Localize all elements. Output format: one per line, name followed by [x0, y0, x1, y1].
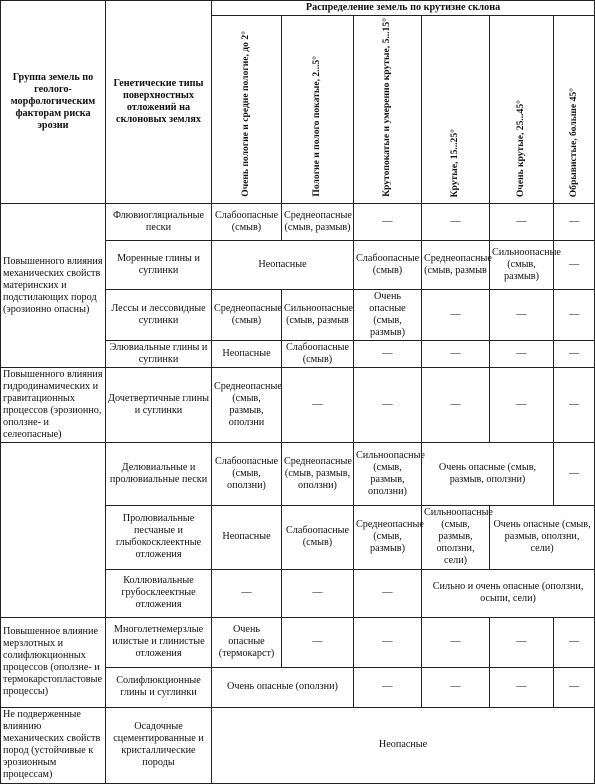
table-row — [1, 707, 595, 783]
group-cell: Повышенного влияния механических свойств материнских и подстилающих пород (эрозионно опасны) — [1, 203, 106, 367]
risk-cell: — — [282, 368, 354, 443]
risk-cell: Слабоопасные (смыв, оползни) — [212, 443, 282, 506]
risk-cell: Сильно и очень опасные (оползни, осыпи, сели) — [422, 569, 595, 617]
risk-cell: Сильноопасные (смыв, размыв, оползни) — [354, 443, 422, 506]
risk-cell: — — [422, 341, 490, 368]
slope-header-5: Очень крутые, 25...45° — [490, 16, 554, 204]
risk-cell: — — [554, 368, 595, 443]
soil-type-cell: Делювиальные и пролювиальные пески — [106, 443, 212, 506]
table-row — [1, 203, 595, 240]
risk-cell: Среднеопасные (смыв, размыв, оползни — [212, 368, 282, 443]
risk-cell: — — [554, 240, 595, 289]
risk-cell: — — [354, 203, 422, 240]
risk-cell: Среднеопасные (смыв, размыв) — [354, 506, 422, 569]
risk-cell: — — [490, 368, 554, 443]
risk-cell: Очень опасные (смыв, размыв) — [354, 289, 422, 340]
risk-cell: — — [282, 617, 354, 667]
risk-cell: Неопасные — [212, 506, 282, 569]
group-column-header: Группа земель по геолого-морфологическим факторам риска эрозии — [1, 1, 106, 204]
risk-cell: Среднеопасные (смыв, размыв) — [282, 203, 354, 240]
risk-cell: — — [554, 341, 595, 368]
risk-cell: Очень опасные (смыв, размыв, оползни, сели) — [490, 506, 595, 569]
slope-header-1: Очень пологие и средне пологие, до 2° — [212, 16, 282, 204]
risk-cell: Среднеопасные (смыв, размыв — [422, 240, 490, 289]
risk-cell: — — [490, 203, 554, 240]
risk-cell: — — [422, 203, 490, 240]
risk-cell: Очень опасные (оползни) — [212, 667, 354, 707]
risk-cell: — — [422, 617, 490, 667]
slope-header-6: Обрывистые, больше 45° — [554, 16, 595, 204]
soil-type-cell: Пролювиальные песчаные и глыбокосклеектные отложения — [106, 506, 212, 569]
slope-header-3: Крутопокатые и умеренно крутые, 5...15° — [354, 16, 422, 204]
soil-type-cell: Многолетнемерзлые илистые и глинистые отложения — [106, 617, 212, 667]
risk-cell: Очень опасные (термокарст) — [212, 617, 282, 667]
risk-cell: — — [490, 617, 554, 667]
risk-cell: — — [554, 203, 595, 240]
risk-cell: — — [490, 667, 554, 707]
group-cell: Повышенного влияния гидродинамических и гравитационных процессов (эрозионно, оползне- и селеопасные) — [1, 368, 106, 443]
risk-cell: — — [354, 569, 422, 617]
slope-header-4: Крутые, 15...25° — [422, 16, 490, 204]
risk-cell: — — [554, 289, 595, 340]
risk-cell: — — [490, 289, 554, 340]
soil-type-cell: Элювиальные глины и суглинки — [106, 341, 212, 368]
soil-type-cell: Осадочные сцементированные и кристаллические породы — [106, 707, 212, 783]
table-row — [1, 617, 595, 667]
risk-cell: Слабоопасные (смыв) — [212, 203, 282, 240]
slope-distribution-header: Распределение земель по крутизне склона — [212, 1, 595, 16]
risk-cell: — — [422, 368, 490, 443]
risk-cell: Неопасные — [212, 707, 595, 783]
risk-cell: Сильноопасные (смыв, размыв — [282, 289, 354, 340]
risk-cell: — — [490, 341, 554, 368]
risk-cell: — — [422, 289, 490, 340]
risk-cell: Очень опасные (смыв, размыв, оползни) — [422, 443, 554, 506]
risk-cell: — — [354, 617, 422, 667]
risk-cell: Неопасные — [212, 240, 354, 289]
risk-cell: — — [554, 667, 595, 707]
risk-cell: — — [354, 368, 422, 443]
risk-cell: Слабоопасные (смыв) — [354, 240, 422, 289]
soil-type-cell: Моренные глины и суглинки — [106, 240, 212, 289]
soil-type-cell: Солифлюкционные глины и суглинки — [106, 667, 212, 707]
type-column-header: Генетические типы поверхностных отложений на склоновых землях — [106, 1, 212, 204]
risk-cell: Неопасные — [212, 341, 282, 368]
risk-cell: — — [282, 569, 354, 617]
risk-cell: — — [354, 667, 422, 707]
group-cell: Не подверженные влиянию механических свойств пород (устойчивые к эрозионным процессам) — [1, 707, 106, 783]
risk-cell: Слабоопасные (смыв) — [282, 506, 354, 569]
risk-cell: — — [354, 341, 422, 368]
table-row — [1, 368, 595, 443]
soil-type-cell: Флювиогляциальные пески — [106, 203, 212, 240]
risk-cell: Сильноопасные (смыв, размыв) — [490, 240, 554, 289]
risk-cell: — — [422, 667, 490, 707]
risk-cell: Сильноопасные (смыв, размыв, оползни, сели) — [422, 506, 490, 569]
risk-cell: Среднеопасные (смыв, размыв, оползни) — [282, 443, 354, 506]
risk-cell: — — [554, 617, 595, 667]
soil-type-cell: Лессы и лессовидные суглинки — [106, 289, 212, 340]
group-cell: Повышенное влияние мерзлотных и солифлюкционных процессов (оползне- и термокарстопластовые процессы) — [1, 617, 106, 707]
risk-cell: Среднеопасные (смыв) — [212, 289, 282, 340]
risk-cell: — — [212, 569, 282, 617]
soil-type-cell: Дочетвертичные глины и суглинки — [106, 368, 212, 443]
soil-type-cell: Коллювиальные грубосклеектные отложения — [106, 569, 212, 617]
table-row — [1, 443, 595, 506]
slope-header-2: Пологие и полого покатые, 2...5° — [282, 16, 354, 204]
risk-cell: — — [554, 443, 595, 506]
risk-cell: Слабоопасные (смыв) — [282, 341, 354, 368]
